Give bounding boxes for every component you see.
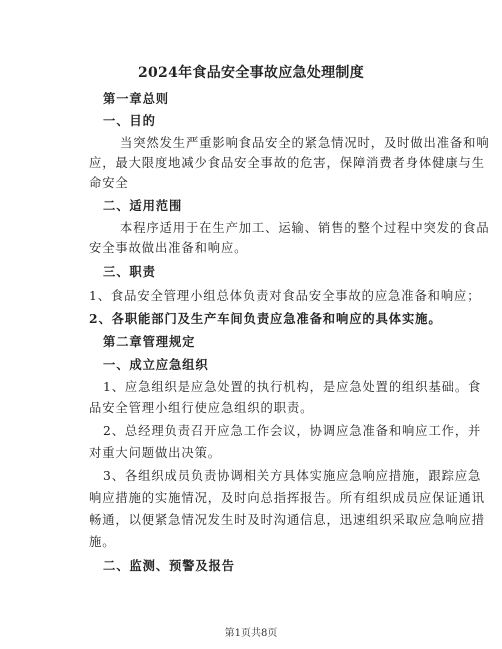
page-number-footer: 第1页共8页: [224, 628, 278, 639]
paragraph-line: 3、各组织成员负责协调相关方具体实施应急响应措施，跟踪应急: [103, 469, 482, 483]
paragraph-line-bold: 2、各职能部门及生产车间负责应急准备和响应的具体实施。: [89, 311, 442, 326]
section-duties-heading: 三、职责: [103, 264, 156, 279]
paragraph-line: 应，最大限度地减少食品安全事故的危害，保障消费者身体健康与生: [89, 156, 485, 170]
document-title: 2024年食品安全事故应急处理制度: [137, 65, 365, 81]
chapter-1-heading: 第一章总则: [103, 91, 169, 106]
paragraph-line: 命安全: [89, 176, 129, 190]
paragraph-line: 畅通，以便紧急情况发生时及时沟通信息，迅速组织采取应急响应措: [89, 513, 485, 527]
paragraph-line: 本程序适用于在生产加工、运输、销售的整个过程中突发的食品: [120, 221, 490, 235]
section-monitoring-heading: 二、监测、预警及报告: [103, 558, 235, 573]
paragraph-line: 当突然发生严重影响食品安全的紧急情况时，及时做出准备和响: [120, 136, 490, 150]
chapter-2-heading: 第二章管理规定: [103, 334, 196, 349]
paragraph-line: 1、食品安全管理小组总体负责对食品安全事故的应急准备和响应；: [89, 289, 481, 303]
paragraph-line: 1、应急组织是应急处置的执行机构，是应急处置的组织基础。食: [103, 380, 482, 394]
paragraph-line: 品安全管理小组行使应急组织的职责。: [89, 401, 314, 415]
paragraph-line: 安全事故做出准备和响应。: [89, 241, 248, 255]
paragraph-line: 施。: [89, 535, 116, 549]
paragraph-line: 2、总经理负责召开应急工作会议，协调应急准备和响应工作，并: [103, 424, 482, 438]
section-scope-heading: 二、适用范围: [103, 198, 183, 213]
paragraph-line: 对重大问题做出决策。: [89, 446, 221, 460]
paragraph-line: 响应措施的实施情况，及时向总指挥报告。所有组织成员应保证通讯: [89, 491, 485, 505]
section-organization-heading: 一、成立应急组织: [103, 357, 209, 372]
section-purpose-heading: 一、目的: [103, 113, 156, 128]
